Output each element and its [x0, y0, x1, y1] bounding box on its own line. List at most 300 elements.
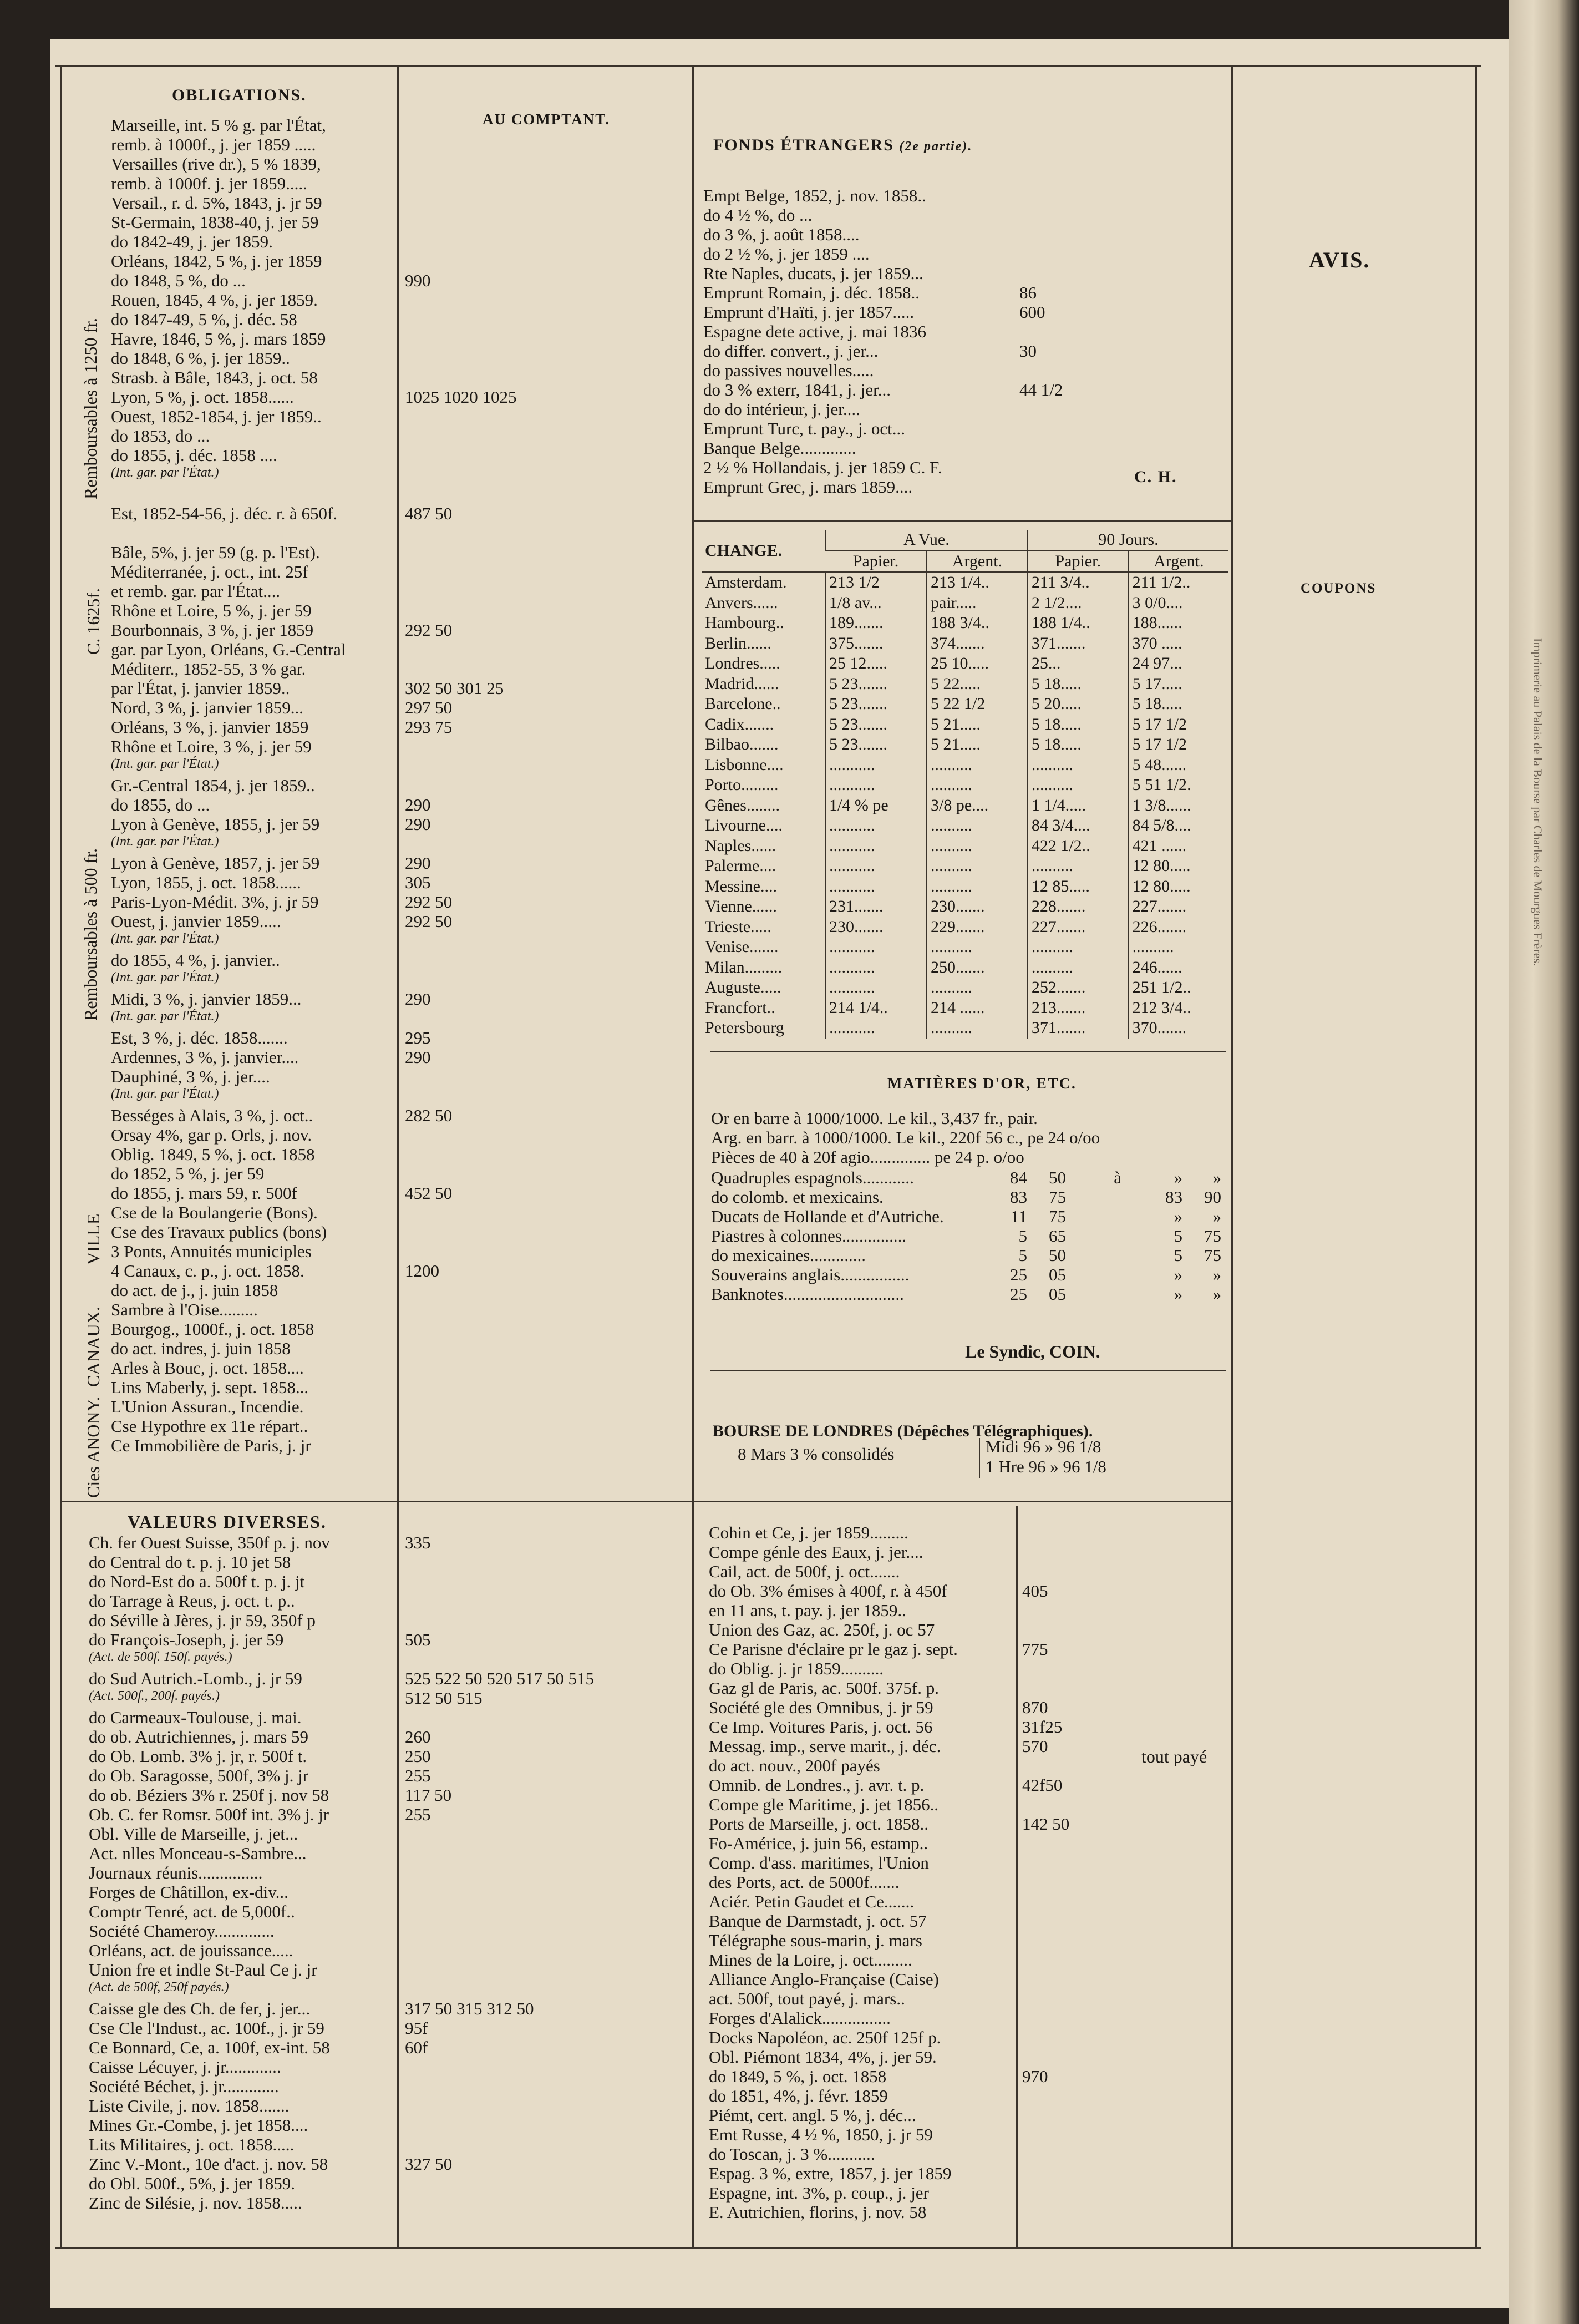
change-rate: ..........	[927, 816, 1028, 836]
obligation-row	[111, 620, 688, 640]
row-label: des Ports, act. de 5000f.......	[709, 1872, 900, 1892]
row-label: Sambre à l'Oise.........	[111, 1300, 258, 1319]
change-rate: ...........	[825, 856, 927, 877]
change-rate: 189.......	[825, 613, 927, 634]
valeur-row	[709, 1872, 1230, 1892]
matiere-value: »	[1212, 1207, 1221, 1226]
au-comptant-heading: AU COMPTANT.	[483, 111, 610, 128]
obligation-row	[111, 795, 688, 814]
change-row	[702, 816, 1228, 836]
row-label: Ardennes, 3 %, j. janvier....	[111, 1047, 299, 1067]
row-price: 290	[405, 814, 431, 834]
change-rate: 226.......	[1129, 917, 1228, 938]
change-rate: 188 3/4..	[927, 613, 1028, 634]
matiere-label: Piastres à colonnes...............	[711, 1226, 907, 1245]
fonds-row	[703, 419, 1091, 438]
valeur-row	[89, 1727, 688, 1746]
change-rate: ..........	[927, 877, 1028, 897]
valeur-row	[89, 1882, 688, 1902]
row-label: Lyon à Genève, 1855, j. jer 59	[111, 814, 320, 834]
col-90-argent: Argent.	[1129, 551, 1228, 573]
obligation-row	[111, 1261, 688, 1280]
change-row	[702, 654, 1228, 674]
obligation-row	[111, 1086, 688, 1106]
change-rate: 213.......	[1028, 998, 1129, 1019]
londres-title: BOURSE DE LONDRES (Dépêches Télégraphiques).	[713, 1422, 1093, 1440]
row-label: Journaux réunis...............	[89, 1863, 263, 1882]
change-row	[702, 796, 1228, 816]
row-label: Caisse Lécuyer, j. jr.............	[89, 2057, 281, 2077]
londres-quotes	[979, 1438, 1106, 1478]
obligation-row	[111, 1339, 688, 1358]
row-label: do 3 %, j. août 1858....	[703, 225, 860, 244]
row-label: do 1848, 5 %, do ...	[111, 271, 246, 290]
row-label: do Carmeaux-Toulouse, j. mai.	[89, 1708, 302, 1727]
obligation-row	[111, 1280, 688, 1300]
row-label: Midi, 3 %, j. janvier 1859...	[111, 989, 302, 1009]
obligation-row	[111, 135, 688, 154]
row-label: (Int. gar. par l'État.)	[111, 970, 219, 985]
row-price: 250	[405, 1746, 431, 1766]
valeur-row	[709, 1601, 1230, 1620]
fonds-row	[703, 322, 1091, 341]
row-label: en 11 ans, t. pay. j. jer 1859..	[709, 1601, 906, 1620]
change-rate: pair.....	[927, 593, 1028, 614]
valeur-row	[709, 1659, 1230, 1678]
row-price: 293 75	[405, 717, 453, 737]
change-rate: ..........	[1028, 958, 1129, 978]
valeur-row	[89, 2174, 688, 2193]
matiere-value: 90	[1204, 1187, 1221, 1207]
right-rule	[1475, 65, 1477, 2249]
row-price: 870	[1022, 1698, 1048, 1717]
change-rate: 5 18.....	[1028, 715, 1129, 735]
change-rate: 5 17 1/2	[1129, 715, 1228, 735]
valeur-row	[89, 1863, 688, 1882]
row-label: par l'État, j. janvier 1859..	[111, 679, 290, 698]
change-city: Cadix.......	[705, 715, 774, 733]
matieres-title: MATIÈRES D'OR, ETC.	[887, 1075, 1077, 1092]
valeur-row	[89, 1688, 688, 1708]
obligation-row	[111, 698, 688, 717]
valeur-row	[89, 1979, 688, 1999]
row-label: (Int. gar. par l'État.)	[111, 1009, 219, 1024]
matiere-value: 75	[1049, 1187, 1066, 1207]
label-ville: VILLE	[83, 1213, 103, 1265]
row-label: do 1847-49, 5 %, j. déc. 58	[111, 310, 297, 329]
obligation-row	[111, 407, 688, 426]
valeur-row	[709, 1931, 1230, 1950]
change-rate: ..........	[927, 856, 1028, 877]
change-rate: ..........	[927, 755, 1028, 776]
row-label: remb. à 1000f. j. jer 1859.....	[111, 174, 307, 193]
obligation-row	[111, 290, 688, 310]
obligation-row	[111, 562, 688, 581]
fonds-row	[703, 399, 1091, 419]
change-city: Amsterdam.	[705, 573, 787, 592]
change-rate: ...........	[825, 978, 927, 998]
row-price: 44 1/2	[1019, 380, 1063, 399]
change-rate: ..........	[927, 1018, 1028, 1039]
row-price: 487 50	[405, 504, 453, 523]
row-label: Nord, 3 %, j. janvier 1859...	[111, 698, 303, 717]
row-label: Cohin et Ce, j. jer 1859.........	[709, 1523, 908, 1542]
row-label: (Act. de 500f, 250f payés.)	[89, 1980, 229, 1994]
change-rate: 5 21.....	[927, 735, 1028, 755]
row-price: 95f	[405, 2018, 428, 2038]
obligation-row	[111, 1397, 688, 1416]
row-label: do ob. Autrichiennes, j. mars 59	[89, 1727, 309, 1746]
row-label: (Int. gar. par l'État.)	[111, 1087, 219, 1101]
change-rate: 227.......	[1129, 897, 1228, 917]
row-label: Bâle, 5%, j. jer 59 (g. p. l'Est).	[111, 543, 320, 562]
change-rate: ..........	[1028, 755, 1129, 776]
matiere-label: do colomb. et mexicains.	[711, 1187, 884, 1207]
obligation-row	[111, 368, 688, 387]
row-label: do 1855, 4 %, j. janvier..	[111, 950, 280, 970]
row-price: 570	[1022, 1736, 1048, 1756]
valeur-row	[89, 2096, 688, 2115]
row-label: Méditerranée, j. oct., int. 25f	[111, 562, 308, 581]
valeur-row	[709, 2125, 1230, 2144]
row-label: Obl. Piémont 1834, 4%, j. jer 59.	[709, 2047, 937, 2067]
change-rate: ...........	[825, 775, 927, 796]
change-rate: 5 21.....	[927, 715, 1028, 735]
row-price: 60f	[405, 2038, 428, 2057]
change-city: Messine....	[705, 877, 777, 895]
valeur-row	[89, 1902, 688, 1921]
row-label: Gaz gl de Paris, ac. 500f. 375f. p.	[709, 1678, 939, 1698]
matieres-line-or: Or en barre à 1000/1000. Le kil., 3,437 fr., pair.	[711, 1110, 1038, 1128]
row-label: (Int. gar. par l'État.)	[111, 834, 219, 849]
row-label: do Toscan, j. 3 %...........	[709, 2144, 875, 2164]
fonds-row	[703, 302, 1091, 322]
change-rate: 25 12.....	[825, 654, 927, 674]
row-label: Forges de Châtillon, ex-div...	[89, 1882, 288, 1902]
change-rate: 213 1/4..	[927, 572, 1028, 593]
row-label: Alliance Anglo-Française (Caise)	[709, 1969, 939, 1989]
matieres-table	[711, 1168, 1227, 1304]
row-label: Orléans, 3 %, j. janvier 1859	[111, 717, 309, 737]
valeurs-title: VALEURS DIVERSES.	[128, 1512, 327, 1532]
change-rate: 370.......	[1129, 1018, 1228, 1039]
obligation-row	[111, 892, 688, 912]
valeur-row	[89, 2193, 688, 2212]
row-label: do Sud Autrich.-Lomb., j. jr 59	[89, 1669, 302, 1688]
matiere-value: »	[1212, 1284, 1221, 1304]
change-rate: 375.......	[825, 634, 927, 654]
bottom-rule	[55, 2247, 1481, 2249]
valeur-row	[89, 1552, 688, 1572]
matieres-line-argent: Arg. en barr. à 1000/1000. Le kil., 220f 56 c., pe 24 o/oo	[711, 1129, 1100, 1147]
change-row	[702, 775, 1228, 796]
matiere-row	[711, 1265, 1227, 1284]
row-label: do Ob. 3% émises à 400f, r. à 450f	[709, 1581, 947, 1601]
change-rate: 1 1/4.....	[1028, 796, 1129, 816]
change-rate: 12 80.....	[1129, 877, 1228, 897]
obligation-row	[111, 1164, 688, 1183]
matiere-value: 65	[1049, 1226, 1066, 1245]
valeur-row	[709, 1853, 1230, 1872]
change-city: Petersbourg	[705, 1019, 784, 1037]
obligation-row	[111, 679, 688, 698]
row-label: Est, 1852-54-56, j. déc. r. à 650f.	[111, 504, 338, 523]
valeur-row	[709, 1717, 1230, 1736]
londres-date: 8 Mars 3 % consolidés	[738, 1444, 895, 1464]
change-rate: 370 .....	[1129, 634, 1228, 654]
row-label: Ce Parisne d'éclaire pr le gaz j. sept.	[709, 1639, 958, 1659]
change-rate: 227.......	[1028, 917, 1129, 938]
ch-mark: C. H.	[1134, 468, 1177, 486]
obligation-row	[111, 504, 688, 523]
obligation-row	[111, 1300, 688, 1319]
row-label: Strasb. à Bâle, 1843, j. oct. 58	[111, 368, 318, 387]
change-rate: 5 23.......	[825, 674, 927, 695]
valeur-row	[89, 1766, 688, 1785]
obligation-row	[111, 154, 688, 174]
obligation-row	[111, 1009, 688, 1028]
obligations-list	[111, 115, 688, 1455]
change-rate: 374.......	[927, 634, 1028, 654]
change-rows	[702, 572, 1228, 1039]
row-label: Omnib. de Londres., j. avr. t. p.	[709, 1775, 925, 1795]
row-price: 512 50 515	[405, 1688, 483, 1708]
change-city: Londres.....	[705, 654, 780, 673]
change-row	[702, 593, 1228, 614]
obligation-row	[111, 1145, 688, 1164]
matiere-row	[711, 1245, 1227, 1265]
change-row	[702, 755, 1228, 776]
valeur-row	[709, 1756, 1230, 1775]
row-price: 452 50	[405, 1183, 453, 1203]
row-label: Bourgog., 1000f., j. oct. 1858	[111, 1319, 314, 1339]
change-rate: 212 3/4..	[1129, 998, 1228, 1019]
row-price: 292 50	[405, 620, 453, 640]
change-city: Milan.........	[705, 958, 783, 976]
valeur-row	[89, 1708, 688, 1727]
row-price: 86	[1019, 283, 1037, 302]
row-label: Ob. C. fer Romsr. 500f int. 3% j. jr	[89, 1805, 329, 1824]
change-row	[702, 958, 1228, 978]
matiere-value: »	[1212, 1265, 1221, 1284]
obligation-row	[111, 193, 688, 212]
change-rate: 211 1/2..	[1129, 572, 1228, 593]
row-label: Emprunt Grec, j. mars 1859....	[703, 477, 913, 497]
row-label: do Ob. Lomb. 3% j. jr, r. 500f t.	[89, 1746, 307, 1766]
change-rate: ...........	[825, 755, 927, 776]
obligation-row	[111, 445, 688, 465]
change-rate: 371.......	[1028, 1018, 1129, 1039]
row-label: Rhône et Loire, 3 %, j. jer 59	[111, 737, 312, 756]
valeur-row	[709, 1795, 1230, 1814]
matiere-row	[711, 1226, 1227, 1245]
row-label: Empt Belge, 1852, j. nov. 1858..	[703, 186, 926, 205]
change-rate: 371.......	[1028, 634, 1129, 654]
obligation-row	[111, 853, 688, 873]
row-label: Versail., r. d. 5%, 1843, j. jr 59	[111, 193, 322, 212]
matieres-lines	[711, 1110, 1227, 1168]
obligation-row	[111, 212, 688, 232]
row-label: Espagne dete active, j. mai 1836	[703, 322, 927, 341]
obligation-row	[111, 426, 688, 445]
obligation-row	[111, 523, 688, 543]
change-row	[702, 1018, 1228, 1039]
spine-imprint: Imprimerie au Palais de la Bourse par Charles de Mourgues Frères.	[1531, 638, 1545, 966]
row-label: Est, 3 %, j. déc. 1858.......	[111, 1028, 288, 1047]
label-cies-anonymes: Cies ANONY.	[83, 1396, 103, 1498]
row-label: L'Union Assuran., Incendie.	[111, 1397, 304, 1416]
row-label: St-Germain, 1838-40, j. jer 59	[111, 212, 319, 232]
row-price: 1025 1020 1025	[405, 387, 517, 407]
row-price: 600	[1019, 302, 1045, 322]
obligation-row	[111, 1203, 688, 1222]
row-price: 405	[1022, 1581, 1048, 1601]
obligation-row	[111, 1378, 688, 1397]
valeur-row	[89, 1746, 688, 1766]
row-label: Comptr Tenré, act. de 5,000f..	[89, 1902, 295, 1921]
change-city: Trieste.....	[705, 917, 771, 936]
row-label: Piémt, cert. angl. 5 %, j. déc...	[709, 2105, 916, 2125]
row-price: 117 50	[405, 1785, 452, 1805]
valeur-row	[89, 2135, 688, 2154]
row-label: Rhône et Loire, 5 %, j. jer 59	[111, 601, 312, 620]
row-label: do 4 ½ %, do ...	[703, 205, 813, 225]
obligations-title: OBLIGATIONS.	[172, 86, 307, 104]
row-label: Compe gle Maritime, j. jet 1856..	[709, 1795, 939, 1814]
obligation-row	[111, 640, 688, 659]
row-label: Oblig. 1849, 5 %, j. oct. 1858	[111, 1145, 315, 1164]
syndic-rule	[710, 1370, 1226, 1371]
fonds-row	[703, 380, 1091, 399]
valeur-row	[89, 1611, 688, 1630]
row-label: Banque de Darmstadt, j. oct. 57	[709, 1911, 927, 1931]
matiere-label: do mexicaines.............	[711, 1245, 866, 1265]
change-city: Porto.........	[705, 776, 779, 794]
change-rate: 246......	[1129, 958, 1228, 978]
label-remb-1250: Remboursables à 1250 fr.	[80, 317, 100, 499]
valeur-row	[709, 1620, 1230, 1639]
matiere-value: 75	[1049, 1207, 1066, 1226]
valeur-row	[709, 1989, 1230, 2008]
row-label: Ports de Marseille, j. oct. 1858..	[709, 1814, 929, 1834]
row-label: Orléans, 1842, 5 %, j. jer 1859	[111, 251, 322, 271]
row-price: 525 522 50 520 517 50 515	[405, 1669, 594, 1688]
change-rate: ...........	[825, 1018, 927, 1039]
valeur-row	[709, 2144, 1230, 2164]
row-label: do Tarrage à Reus, j. oct. t. p..	[89, 1591, 295, 1611]
obligation-row	[111, 348, 688, 368]
obligation-row	[111, 659, 688, 679]
change-rate: 211 3/4..	[1028, 572, 1129, 593]
row-label: Cse de la Boulangerie (Bons).	[111, 1203, 318, 1222]
obligation-row	[111, 814, 688, 834]
change-city: Berlin......	[705, 634, 771, 652]
row-label: Comp. d'ass. maritimes, l'Union	[709, 1853, 929, 1872]
valeur-row	[709, 1775, 1230, 1795]
row-label: Messag. imp., serve marit., j. déc.	[709, 1736, 941, 1756]
change-rate: 84 5/8....	[1129, 816, 1228, 836]
row-label: do Nord-Est do a. 500f t. p. j. jt	[89, 1572, 305, 1591]
valeur-row	[89, 2057, 688, 2077]
row-label: do 1855, j. déc. 1858 ....	[111, 445, 277, 465]
row-label: remb. à 1000f., j. jer 1859 .....	[111, 135, 316, 154]
matiere-value: »	[1174, 1168, 1182, 1187]
change-rate: 5 48......	[1129, 755, 1228, 776]
row-price: 775	[1022, 1639, 1048, 1659]
change-rate: 5 23.......	[825, 715, 927, 735]
change-row	[702, 694, 1228, 715]
obligation-row	[111, 950, 688, 970]
row-label: Docks Napoléon, ac. 250f 125f p.	[709, 2028, 941, 2047]
row-label: do 1848, 6 %, j. jer 1859..	[111, 348, 290, 368]
fonds-etrangers-list	[703, 186, 1091, 497]
obligation-row	[111, 543, 688, 562]
change-row	[702, 877, 1228, 897]
change-city: Palerme....	[705, 857, 776, 875]
change-rate: ..........	[927, 775, 1028, 796]
row-label: Emt Russe, 4 ½ %, 1850, j. jr 59	[709, 2125, 933, 2144]
change-rate: 213 1/2	[825, 572, 927, 593]
change-rate: 5 22.....	[927, 674, 1028, 695]
row-label: Lits Militaires, j. oct. 1858.....	[89, 2135, 295, 2154]
row-label: Méditerr., 1852-55, 3 % gar.	[111, 659, 306, 679]
matiere-value: 75	[1204, 1245, 1221, 1265]
change-group-90: 90 Jours.	[1028, 530, 1228, 551]
matiere-value: »	[1212, 1168, 1221, 1187]
row-label: do do intérieur, j. jer....	[703, 399, 860, 419]
row-price: 305	[405, 873, 431, 892]
row-label: act. 500f, tout payé, j. mars..	[709, 1989, 905, 2008]
valeur-row	[89, 2018, 688, 2038]
change-rate: 5 22 1/2	[927, 694, 1028, 715]
change-rate: 5 18.....	[1028, 735, 1129, 755]
change-rate: 12 80.....	[1129, 856, 1228, 877]
valeur-row	[709, 1639, 1230, 1659]
row-label: Bourbonnais, 3 %, j. jer 1859	[111, 620, 314, 640]
row-label: Cse Hypothre ex 11e répart..	[111, 1416, 308, 1436]
valeur-row	[89, 2115, 688, 2135]
valeur-row	[89, 1572, 688, 1591]
row-label: Orsay 4%, gar p. Orls, j. nov.	[111, 1125, 312, 1145]
change-rate: 25...	[1028, 654, 1129, 674]
row-label: Ouest, j. janvier 1859.....	[111, 912, 281, 931]
change-row	[702, 998, 1228, 1019]
row-label: Lyon à Genève, 1857, j. jer 59	[111, 853, 320, 873]
row-label: 2 ½ % Hollandais, j. jer 1859 C. F.	[703, 458, 942, 477]
row-price: 290	[405, 853, 431, 873]
row-label: do Séville à Jères, j. jr 59, 350f p	[89, 1611, 316, 1630]
row-label: do 1855, j. mars 59, r. 500f	[111, 1183, 297, 1203]
valeur-row	[709, 1562, 1230, 1581]
change-rate: 25 10.....	[927, 654, 1028, 674]
row-price: 290	[405, 1047, 431, 1067]
obligation-row	[111, 1106, 688, 1125]
label-canaux: CANAUX.	[83, 1307, 103, 1387]
change-city: Vienne......	[705, 897, 777, 916]
row-label: do Oblig. j. jr 1859..........	[709, 1659, 884, 1678]
col-vue-argent: Argent.	[927, 551, 1028, 573]
label-remb-500: Remboursables à 500 fr.	[80, 848, 100, 1021]
row-label: do Obl. 500f., 5%, j. jer 1859.	[89, 2174, 295, 2193]
change-rate: 422 1/2..	[1028, 836, 1129, 857]
row-label: E. Autrichien, florins, j. nov. 58	[709, 2203, 927, 2222]
row-label: Rouen, 1845, 4 %, j. jer 1859.	[111, 290, 318, 310]
matiere-value: 05	[1049, 1265, 1066, 1284]
row-label: do 1851, 4%, j. févr. 1859	[709, 2086, 888, 2105]
change-city: Naples......	[705, 836, 776, 855]
change-city: Francfort..	[705, 998, 775, 1017]
row-label: (Int. gar. par l'État.)	[111, 931, 219, 946]
